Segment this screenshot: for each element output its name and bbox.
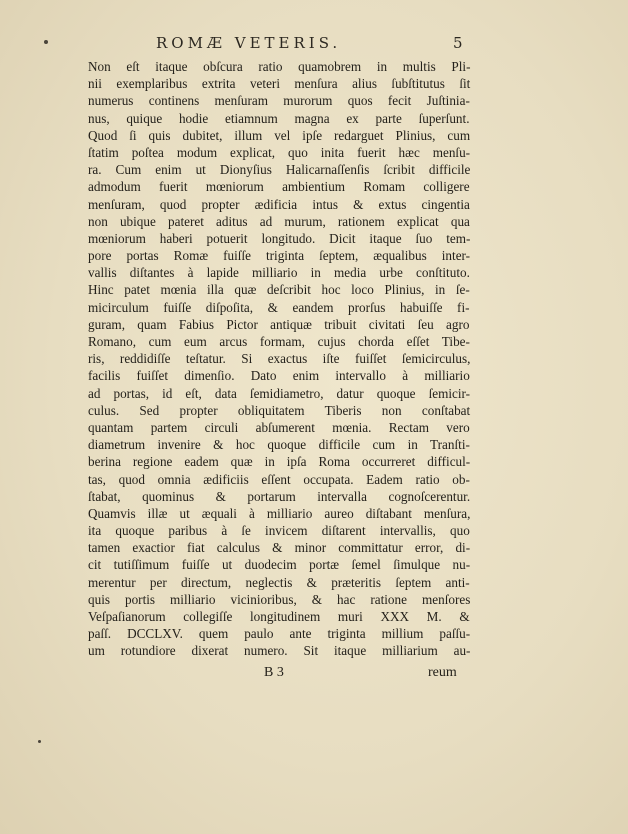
text-line: admodum fuerit mœniorum ambientium Romam colligere: [88, 179, 470, 195]
ink-speck: [38, 740, 41, 743]
text-line: Hinc patet mœnia illa quæ deſcribit hoc loco Plinius, in ſe-: [88, 282, 470, 298]
text-line: menſuram, quod propter ædificia intus & extus cingentia: [88, 196, 470, 212]
text-line: berina regione eadem quæ in ipſa Roma occurreret difficul-: [88, 454, 471, 470]
text-line: tamen exactior fiat calculus & minor committatur error, di-: [88, 540, 471, 556]
text-line: ra. Cum enim ut Dionyſius Halicarnaſſenſis ſcribit difficile: [88, 162, 471, 178]
running-head: ROMÆ VETERIS.: [156, 34, 342, 52]
text-line: quantam partem circuli abſumerent mœnia. Rectam vero: [88, 419, 470, 435]
text-line: guram, quam Fabius Pictor antiquæ tribuit civitati ſeu agro: [88, 316, 470, 332]
text-line: quis portis milliario vicinioribus, & hac ratione menſores: [88, 591, 471, 607]
text-line: nus, quique hodie etiamnum magna ex parte ſuperſunt.: [88, 110, 470, 126]
text-line: Non eſt itaque obſcura ratio quamobrem in multis Pli-: [88, 59, 471, 74]
text-line: Romano, cum eum arcus formam, cujus chorda eſſet Tibe-: [88, 334, 470, 349]
text-line: Quamvis illæ ut æquali à milliario aureo diſtabant menſura,: [88, 505, 471, 521]
text-line: ſtabat, quominus & portarum intervalla cognoſcerentur.: [88, 488, 471, 504]
text-line: numerus continens menſuram murorum quos fecit Juſtinia-: [88, 93, 470, 109]
text-line: diametrum invenire & hoc quoque difficile cum in Tranſti-: [88, 437, 470, 453]
page-footer: [0, 665, 628, 685]
text-line: ita quoque paribus à ſe invicem diſtarent intervallis, quo: [88, 523, 470, 539]
body-text: [88, 58, 470, 660]
catchword: reum: [428, 665, 457, 680]
text-line: Quod ſi quis dubitet, illum vel ipſe redarguet Plinius, cum: [88, 127, 471, 143]
page-number: 5: [453, 34, 463, 52]
page-header: [0, 30, 628, 52]
text-line: non ubique pateret aditus ad murum, rationem explicat qua: [88, 213, 470, 229]
text-line: nii exemplaribus extrita veteri menſura alius ſubſtitutus ſit: [88, 76, 471, 92]
text-line: pore portas Romæ fuiſſe triginta ſeptem, æqualibus inter-: [88, 248, 471, 264]
text-line: paſſ. DCCLXV. quem paulo ante triginta millium paſſu-: [88, 626, 471, 642]
text-line: mœniorum haberi potuerit longitudo. Dicit itaque ſuo tem-: [88, 230, 471, 246]
text-line: ris, reddidiſſe teſtatur. Si exactus iſte fuiſſet ſemicirculus,: [88, 351, 471, 367]
text-line: Veſpaſianorum collegiſſe longitudinem muri XXX M. &: [88, 609, 470, 624]
text-line: facilis fuiſſet dimenſio. Dato enim intervallo à milliario: [88, 368, 470, 384]
text-line: ad portas, id eſt, data ſemidiametro, datur quoque ſemicir-: [88, 385, 471, 401]
text-line: cit tutiſſimum fuiſſe ut duodecim portæ ſemel ſimulque nu-: [88, 557, 471, 573]
text-line: ſtatim poſtea modum explicat, quo inita fuerit hæc menſu-: [88, 144, 471, 160]
text-line: tas, quod omnia ædificiis eſſent occupata. Eadem ratio ob-: [88, 471, 470, 487]
text-line: vallis diſtantes à lapide milliario in media urbe conſtituto.: [88, 265, 470, 281]
signature-mark: B 3: [264, 665, 284, 680]
text-line: merentur per directum, neglectis & præteritis ſeptem anti-: [88, 574, 470, 590]
text-line: culus. Sed propter obliquitatem Tiberis non conſtabat: [88, 402, 471, 418]
text-line: micirculum fuiſſe diſpoſita, & eandem prorſus habuiſſe fi-: [88, 299, 470, 315]
text-line: um rotundiore dixerat numero. Sit itaque milliarium au-: [88, 643, 471, 659]
